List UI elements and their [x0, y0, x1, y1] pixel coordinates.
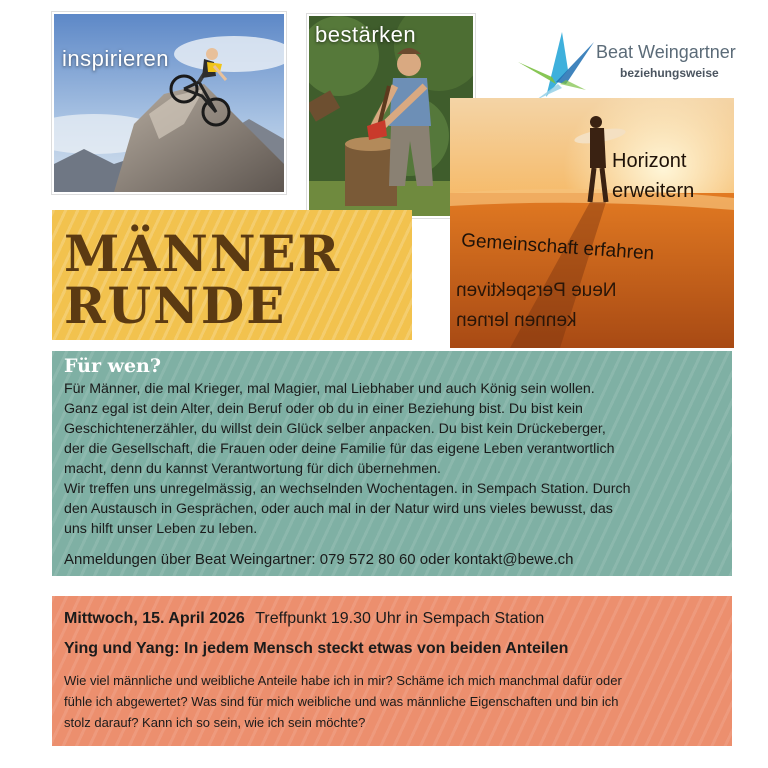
mountain-biker-illustration [54, 14, 284, 192]
caption-erweitern: erweitern [612, 180, 695, 202]
info-line: den Austausch in Gesprächen, oder auch mal in der Natur wird uns vieles bewusst, das [64, 501, 613, 517]
logo-name: Beat Weingartner [596, 42, 736, 62]
photo-surfer-beach [450, 98, 734, 348]
info-line: uns hilft unser Leben zu leben. [64, 521, 258, 537]
event-description [64, 670, 726, 733]
title-line-2: RUNDE [64, 276, 287, 335]
caption-neue-perspektiven-mirrored: Neue Perspektiven [456, 280, 617, 301]
info-line: macht, denn du kannst Verantwortung für dich übernehmen. [64, 461, 441, 477]
logo-tagline: beziehungsweise [620, 66, 719, 80]
caption-gemeinschaft: Gemeinschaft erfahren [460, 230, 655, 265]
info-line: der die Gesellschaft, die Frauen oder deine Familie für das eigene Leben verantwortlich [64, 441, 615, 457]
event-date-row [64, 610, 544, 628]
title-banner [52, 210, 412, 340]
leaf-logo-icon [516, 22, 596, 102]
info-line: Wir treffen uns unregelmässig, an wechselnden Wochentagen. in Sempach Station. Durch [64, 481, 631, 497]
event-date: Mittwoch, 15. April 2026 [64, 610, 245, 627]
info-line: Ganz egal ist dein Alter, dein Beruf oder ob du in einer Beziehung bist. Du bist kein [64, 401, 583, 417]
caption-inspirieren: inspirieren [62, 46, 169, 71]
info-section [52, 351, 732, 576]
info-line: Für Männer, die mal Krieger, mal Magier, mal Liebhaber und auch König sein wollen. [64, 381, 595, 397]
registration-contact: Anmeldungen über Beat Weingartner: 079 572 80 60 oder kontakt@bewe.ch [64, 551, 574, 568]
title-line-1: MÄNNER [64, 224, 342, 283]
info-body [64, 379, 726, 539]
event-line: fühle ich abgewertet? Was sind für mich weibliche und was männliche Eigenschaften und bin ich [64, 694, 619, 709]
info-line: Geschichtenerzähler, du willst dein Glück selber anpacken. Du bist kein Drückeberger, [64, 421, 606, 437]
photo-mountain-biker [52, 12, 286, 194]
event-line: stolz darauf? Kann ich so sein, wie ich sein möchte? [64, 715, 366, 730]
caption-kennen-lernen-mirrored: kennen lernen [456, 310, 577, 331]
logo-beat-weingartner [516, 22, 746, 102]
event-line: Wie viel männliche und weibliche Anteile habe ich in mir? Schäme ich mich manchmal dafür oder [64, 673, 622, 688]
caption-bestaerken: bestärken [315, 22, 417, 47]
event-section [52, 596, 732, 746]
info-heading: Für wen? [64, 355, 161, 377]
event-meeting-point: Treffpunkt 19.30 Uhr in Sempach Station [255, 610, 545, 627]
caption-horizont: Horizont [612, 150, 687, 172]
event-topic: Ying und Yang: In jedem Mensch steckt etwas von beiden Anteilen [64, 640, 569, 657]
